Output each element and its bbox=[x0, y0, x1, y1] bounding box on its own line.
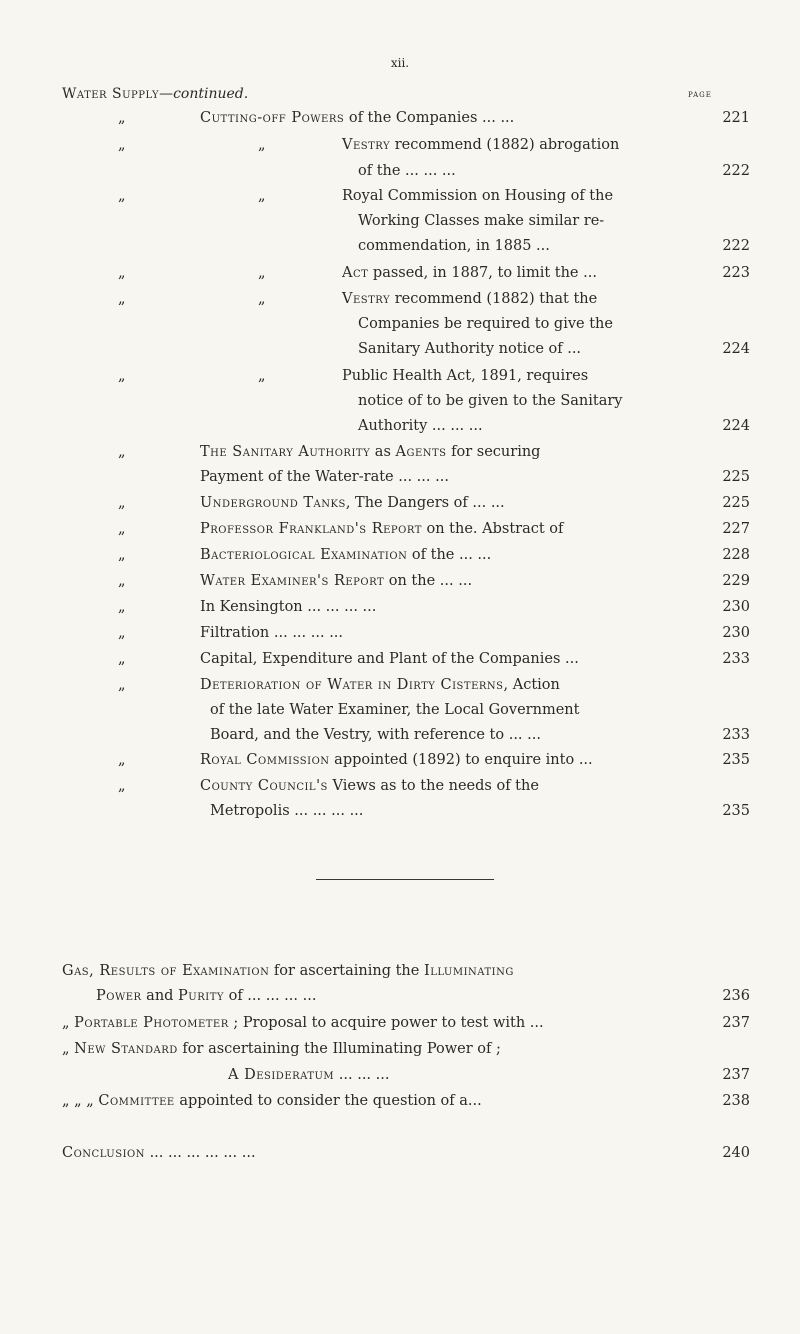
line-text: „ „ „ bbox=[62, 1093, 99, 1109]
index-line bbox=[62, 1015, 544, 1031]
line-text: appointed to consider the question of a... bbox=[174, 1093, 482, 1109]
line-text: In Kensington ... ... ... ... bbox=[200, 599, 377, 615]
page-ref: 228 bbox=[722, 547, 750, 563]
index-line bbox=[62, 1041, 501, 1057]
line-text: recommend (1882) abrogation bbox=[390, 137, 620, 153]
line-keyword: Royal Commission bbox=[200, 752, 330, 768]
index-line bbox=[200, 778, 539, 794]
line-text: for ascertaining the Illuminating Power of ; bbox=[177, 1041, 501, 1057]
page-ref: 237 bbox=[722, 1015, 750, 1031]
line-text: Filtration ... ... ... ... bbox=[200, 625, 344, 641]
index-line bbox=[200, 625, 343, 641]
index-line bbox=[118, 137, 126, 153]
line-text: „ bbox=[118, 677, 126, 693]
line-text: of the late Water Examiner, the Local Government bbox=[210, 702, 580, 718]
index-line bbox=[342, 137, 619, 153]
index-line bbox=[258, 265, 266, 281]
line-keyword: A Desideratum bbox=[228, 1067, 335, 1083]
line-keyword: Deterioration of Water in Dirty Cisterns bbox=[200, 677, 504, 693]
line-text: „ bbox=[118, 291, 126, 307]
index-line bbox=[200, 547, 491, 563]
index-line bbox=[200, 573, 472, 589]
line-text: „ bbox=[118, 495, 126, 511]
line-text: appointed (1892) to enquire into ... bbox=[329, 752, 593, 768]
index-line bbox=[62, 1145, 256, 1161]
line-text: Metropolis ... ... ... ... bbox=[210, 803, 364, 819]
line-text: „ bbox=[118, 188, 126, 204]
index-line bbox=[200, 752, 593, 768]
index-line bbox=[118, 573, 126, 589]
line-text: „ bbox=[118, 265, 126, 281]
line-text: ... ... ... ... ... ... bbox=[144, 1145, 256, 1161]
line-text: „ bbox=[258, 291, 266, 307]
line-keyword: Committee bbox=[98, 1093, 175, 1109]
line-text: „ bbox=[118, 573, 126, 589]
page-ref: 222 bbox=[722, 163, 750, 179]
page-ref: 224 bbox=[722, 341, 750, 357]
index-line bbox=[342, 291, 597, 307]
index-line bbox=[200, 110, 514, 126]
line-text: recommend (1882) that the bbox=[390, 291, 598, 307]
line-text: commendation, in 1885 ... bbox=[358, 238, 550, 254]
line-text: „ bbox=[62, 1041, 75, 1057]
line-text: of the ... ... ... bbox=[358, 163, 456, 179]
line-text: ; Proposal to acquire power to test with ... bbox=[228, 1015, 544, 1031]
line-keyword: Gas, Results of Examination bbox=[62, 963, 270, 979]
line-keyword: Bacteriological Examination bbox=[200, 547, 408, 563]
page-ref: 233 bbox=[722, 651, 750, 667]
line-keyword: Illuminating bbox=[423, 963, 514, 979]
index-line bbox=[258, 291, 266, 307]
index-line bbox=[118, 752, 126, 768]
page-ref: 235 bbox=[722, 752, 750, 768]
index-line bbox=[358, 393, 623, 409]
section-heading-sub: continued. bbox=[173, 86, 249, 102]
line-text: „ bbox=[258, 368, 266, 384]
page-number: xii. bbox=[390, 56, 410, 70]
line-text: of the ... ... bbox=[407, 547, 492, 563]
line-text: „ bbox=[118, 521, 126, 537]
page-column-label: page bbox=[688, 88, 712, 100]
line-text: Capital, Expenditure and Plant of the Companies ... bbox=[200, 651, 579, 667]
page-ref: 236 bbox=[722, 988, 750, 1004]
line-text: as bbox=[370, 444, 396, 460]
page-ref: 240 bbox=[722, 1145, 750, 1161]
index-line bbox=[342, 188, 613, 204]
index-line bbox=[200, 677, 560, 693]
line-text: on the ... ... bbox=[384, 573, 473, 589]
line-text: for securing bbox=[446, 444, 541, 460]
line-keyword: Cutting-off Powers bbox=[200, 110, 345, 126]
index-line bbox=[358, 213, 604, 229]
index-line bbox=[358, 316, 613, 332]
line-text: for ascertaining the bbox=[269, 963, 424, 979]
line-text: on the. Abstract of bbox=[421, 521, 564, 537]
line-text: notice of to be given to the Sanitary bbox=[358, 393, 623, 409]
line-text: Board, and the Vestry, with reference to ... ... bbox=[210, 727, 541, 743]
line-text: „ bbox=[118, 444, 126, 460]
index-line bbox=[258, 368, 266, 384]
index-line bbox=[62, 1093, 482, 1109]
line-text: Payment of the Water-rate ... ... ... bbox=[200, 469, 449, 485]
line-text: „ bbox=[258, 265, 266, 281]
line-keyword: Underground Tanks bbox=[200, 495, 346, 511]
section-heading-main: Water Supply bbox=[62, 86, 160, 102]
line-text: Views as to the needs of the bbox=[327, 778, 539, 794]
line-text: „ bbox=[118, 625, 126, 641]
line-text: „ bbox=[258, 188, 266, 204]
line-keyword: Purity bbox=[178, 988, 224, 1004]
page-ref: 222 bbox=[722, 238, 750, 254]
page-ref: 229 bbox=[722, 573, 750, 589]
line-text: „ bbox=[118, 651, 126, 667]
line-keyword: Water Examiner's Report bbox=[200, 573, 385, 589]
page-ref: 238 bbox=[722, 1093, 750, 1109]
index-line bbox=[118, 495, 126, 511]
index-line bbox=[200, 521, 563, 537]
section-divider bbox=[316, 879, 494, 880]
line-text: „ bbox=[118, 778, 126, 794]
line-text: and bbox=[141, 988, 179, 1004]
line-text: Sanitary Authority notice of ... bbox=[358, 341, 582, 357]
line-text: , Action bbox=[503, 677, 560, 693]
section-heading: Water Supply—continued. bbox=[62, 86, 249, 102]
index-line bbox=[358, 238, 550, 254]
line-keyword: Act bbox=[342, 265, 369, 281]
line-keyword: Conclusion bbox=[62, 1145, 145, 1161]
line-text: „ bbox=[118, 599, 126, 615]
index-line bbox=[118, 291, 126, 307]
page-ref: 225 bbox=[722, 495, 750, 511]
line-text: „ bbox=[118, 137, 126, 153]
index-line bbox=[118, 778, 126, 794]
line-keyword: County Council's bbox=[200, 778, 328, 794]
page-ref: 221 bbox=[722, 110, 750, 126]
line-keyword: Vestry bbox=[342, 137, 391, 153]
line-text: Royal Commission on Housing of the bbox=[342, 188, 614, 204]
line-text: Public Health Act, 1891, requires bbox=[342, 368, 589, 384]
index-line bbox=[118, 368, 126, 384]
index-line bbox=[118, 651, 126, 667]
page-ref: 225 bbox=[722, 469, 750, 485]
page-ref: 230 bbox=[722, 599, 750, 615]
line-text: „ bbox=[258, 137, 266, 153]
index-line bbox=[118, 188, 126, 204]
line-keyword: Vestry bbox=[342, 291, 391, 307]
page-ref: 227 bbox=[722, 521, 750, 537]
line-keyword: The Sanitary Authority bbox=[200, 444, 371, 460]
index-line bbox=[118, 110, 126, 126]
line-text: passed, in 1887, to limit the ... bbox=[368, 265, 597, 281]
page-ref: 237 bbox=[722, 1067, 750, 1083]
index-line bbox=[228, 1067, 389, 1083]
index-line bbox=[118, 625, 126, 641]
line-keyword: Portable Photometer bbox=[74, 1015, 229, 1031]
index-line bbox=[358, 418, 483, 434]
line-keyword: Power bbox=[96, 988, 142, 1004]
line-text: „ bbox=[62, 1015, 75, 1031]
line-text: of the Companies ... ... bbox=[344, 110, 515, 126]
page-ref: 224 bbox=[722, 418, 750, 434]
index-line bbox=[210, 803, 363, 819]
line-keyword: New Standard bbox=[74, 1041, 178, 1057]
index-line bbox=[200, 469, 449, 485]
line-text: , The Dangers of ... ... bbox=[345, 495, 505, 511]
index-line bbox=[200, 495, 505, 511]
index-line bbox=[210, 727, 541, 743]
index-line bbox=[118, 521, 126, 537]
line-text: Working Classes make similar re- bbox=[358, 213, 605, 229]
line-text: Companies be required to give the bbox=[358, 316, 613, 332]
index-line bbox=[200, 651, 579, 667]
index-line bbox=[118, 599, 126, 615]
page-ref: 230 bbox=[722, 625, 750, 641]
line-text: ... ... ... bbox=[334, 1067, 390, 1083]
index-line bbox=[358, 163, 456, 179]
index-line bbox=[118, 265, 126, 281]
line-keyword: Professor Frankland's Report bbox=[200, 521, 422, 537]
index-line bbox=[118, 547, 126, 563]
index-line bbox=[118, 677, 126, 693]
line-keyword: Agents bbox=[395, 444, 447, 460]
line-text: „ bbox=[118, 752, 126, 768]
index-line bbox=[358, 341, 581, 357]
page-ref: 235 bbox=[722, 803, 750, 819]
line-text: „ bbox=[118, 110, 126, 126]
index-line bbox=[96, 988, 316, 1004]
index-line bbox=[342, 368, 588, 384]
index-line bbox=[62, 963, 514, 979]
index-line bbox=[210, 702, 579, 718]
index-line bbox=[200, 599, 376, 615]
line-text: „ bbox=[118, 547, 126, 563]
line-text: „ bbox=[118, 368, 126, 384]
page-ref: 233 bbox=[722, 727, 750, 743]
index-line bbox=[258, 188, 266, 204]
page-ref: 223 bbox=[722, 265, 750, 281]
line-text: Authority ... ... ... bbox=[358, 418, 483, 434]
line-text: of ... ... ... ... bbox=[223, 988, 317, 1004]
index-line bbox=[258, 137, 266, 153]
index-line bbox=[342, 265, 597, 281]
index-line bbox=[200, 444, 540, 460]
index-line bbox=[118, 444, 126, 460]
